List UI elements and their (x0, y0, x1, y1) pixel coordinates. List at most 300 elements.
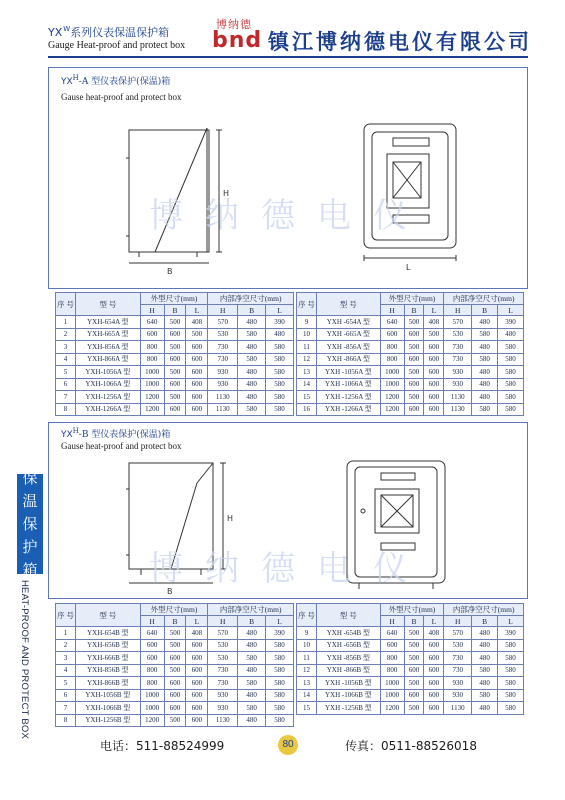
table-cell: 640 (380, 316, 404, 329)
table-row (56, 639, 294, 652)
header-dim-col: B (472, 616, 498, 627)
table-row (56, 391, 294, 404)
table-cell: 800 (380, 353, 404, 366)
table-cell: 5 (56, 677, 76, 690)
table-cell: 1000 (380, 689, 404, 702)
logo-brand-text: bnd (212, 28, 263, 53)
section-a-panel (48, 67, 528, 289)
table-cell: 600 (164, 328, 186, 341)
table-cell: 1130 (444, 702, 472, 715)
table-cell: YXH -1056A 型 (316, 366, 380, 379)
table-cell: 390 (266, 627, 294, 640)
header-outer: 外型尺寸(mm) (140, 293, 208, 305)
table-cell: YXH-1066B 型 (75, 702, 140, 715)
table-cell: 600 (424, 664, 444, 677)
table-row (297, 702, 524, 715)
dim-label-h: H (223, 189, 230, 198)
table-cell: YXH-1256A 型 (75, 391, 140, 404)
table-cell: 1130 (208, 403, 238, 416)
header-inner: 内部净空尺寸(mm) (208, 604, 294, 616)
table-cell: 600 (186, 677, 208, 690)
header-dim-col: B (404, 616, 424, 627)
table-cell: 11 (297, 341, 317, 354)
table-cell: 580 (238, 702, 266, 715)
dim-label-h: H (227, 514, 234, 523)
table-cell: 12 (297, 664, 317, 677)
table-row (297, 366, 524, 379)
table-cell: 600 (424, 378, 444, 391)
table-cell: 570 (208, 316, 238, 329)
table-row (56, 403, 294, 416)
table-cell: 730 (444, 652, 472, 665)
table-cell: 730 (208, 677, 238, 690)
table-cell: 600 (164, 378, 186, 391)
table-cell: 600 (424, 702, 444, 715)
table-cell: 13 (297, 677, 317, 690)
header-model: 型 号 (75, 293, 140, 316)
table-cell: YXH-856A 型 (75, 341, 140, 354)
table-cell: 580 (472, 328, 498, 341)
table-cell: 600 (424, 366, 444, 379)
table-cell: 800 (140, 353, 164, 366)
footer-fax: 传真：0511-88526018 (345, 739, 477, 753)
table-cell: 530 (208, 652, 238, 665)
table-cell: 480 (472, 378, 498, 391)
table-cell: 500 (164, 366, 186, 379)
logo-top-text: 博纳德 (216, 18, 252, 31)
table-cell: 480 (238, 316, 266, 329)
table-cell: 480 (472, 677, 498, 690)
table-cell: YXH -866A 型 (316, 353, 380, 366)
table-cell: 640 (140, 627, 164, 640)
table-row (297, 328, 524, 341)
header-divider (48, 56, 528, 58)
table-cell: 580 (266, 664, 294, 677)
table-cell: 580 (266, 403, 294, 416)
table-a-right (296, 292, 524, 416)
table-cell: YXH-1066A 型 (75, 378, 140, 391)
header-seq: 序 号 (56, 293, 76, 316)
table-cell: 580 (266, 391, 294, 404)
table-cell: 500 (404, 652, 424, 665)
table-cell: 580 (266, 689, 294, 702)
table-cell: 570 (444, 627, 472, 640)
table-row (297, 627, 524, 640)
table-cell: 580 (498, 639, 524, 652)
table-cell: 500 (404, 627, 424, 640)
table-cell: 530 (444, 639, 472, 652)
table-cell: 600 (186, 391, 208, 404)
table-cell: 500 (404, 639, 424, 652)
table-cell: 390 (498, 627, 524, 640)
table-cell: 530 (444, 328, 472, 341)
table-cell: YXH-665A 型 (75, 328, 140, 341)
table-cell: 580 (238, 652, 266, 665)
table-cell: 500 (404, 677, 424, 690)
table-cell: 580 (498, 689, 524, 702)
header-outer: 外型尺寸(mm) (140, 604, 208, 616)
table-cell: 730 (208, 353, 238, 366)
header-outer: 外型尺寸(mm) (380, 604, 444, 616)
table-cell: 1200 (380, 702, 404, 715)
table-cell: 11 (297, 652, 317, 665)
header-dim-col: B (164, 616, 186, 627)
table-cell: 500 (164, 391, 186, 404)
header-dim-col: H (140, 616, 164, 627)
table-cell: YXH -654A 型 (316, 316, 380, 329)
table-cell: 500 (404, 316, 424, 329)
table-row (56, 652, 294, 665)
table-cell: 480 (472, 341, 498, 354)
table-cell: 600 (186, 639, 208, 652)
table-cell: 408 (186, 627, 208, 640)
header-inner: 内部净空尺寸(mm) (444, 293, 524, 305)
table-cell: 600 (404, 403, 424, 416)
table-cell: 580 (498, 378, 524, 391)
table-cell: 1130 (208, 391, 238, 404)
table-row (297, 677, 524, 690)
table-cell: YXH -1256B 型 (316, 702, 380, 715)
table-cell: 600 (424, 391, 444, 404)
page-number-badge: 80 (278, 735, 298, 755)
table-cell: 530 (208, 328, 238, 341)
table-cell: 1130 (444, 391, 472, 404)
table-cell: YXH-866B 型 (75, 677, 140, 690)
table-cell: 800 (140, 341, 164, 354)
table-row (297, 353, 524, 366)
table-cell: 600 (186, 366, 208, 379)
table-cell: 580 (472, 353, 498, 366)
table-cell: 3 (56, 652, 76, 665)
table-cell: YXH-666B 型 (75, 652, 140, 665)
table-cell: 580 (266, 341, 294, 354)
table-cell: 1 (56, 627, 76, 640)
table-cell: 6 (56, 378, 76, 391)
table-cell: 600 (424, 403, 444, 416)
table-cell: YXH-856B 型 (75, 664, 140, 677)
table-cell: 580 (266, 366, 294, 379)
table-cell: 500 (164, 639, 186, 652)
table-cell: 14 (297, 378, 317, 391)
dim-label-b: B (167, 267, 173, 276)
table-cell: 1000 (140, 366, 164, 379)
table-cell: 408 (186, 316, 208, 329)
side-tab-char: 保 (22, 468, 38, 487)
side-tab-char: 护 (22, 537, 38, 556)
header-dim-col: L (424, 616, 444, 627)
header-dim-col: L (186, 616, 208, 627)
table-cell: 4 (56, 353, 76, 366)
header-dim-col: L (424, 305, 444, 316)
table-cell: 500 (164, 316, 186, 329)
table-cell: 10 (297, 328, 317, 341)
table-cell: YXH -1066A 型 (316, 378, 380, 391)
table-cell: YXH-654A 型 (75, 316, 140, 329)
side-tab-char: 保 (22, 514, 38, 533)
table-b-left (55, 603, 294, 727)
header-dim-col: L (266, 305, 294, 316)
table-cell: 500 (404, 366, 424, 379)
table-cell: 500 (164, 714, 186, 727)
table-cell: 480 (266, 328, 294, 341)
table-cell: 930 (208, 378, 238, 391)
table-row (56, 366, 294, 379)
table-cell: 16 (297, 403, 317, 416)
table-cell: 390 (498, 316, 524, 329)
table-cell: 600 (424, 353, 444, 366)
table-cell: 730 (444, 664, 472, 677)
table-cell: 1000 (380, 677, 404, 690)
table-cell: 500 (186, 328, 208, 341)
header-seq: 序 号 (297, 604, 317, 627)
table-cell: 1 (56, 316, 76, 329)
table-cell: 1130 (444, 403, 472, 416)
table-cell: 2 (56, 328, 76, 341)
table-cell: YXH-1266A 型 (75, 403, 140, 416)
table-cell: 7 (56, 391, 76, 404)
table-row (297, 689, 524, 702)
table-cell: 5 (56, 366, 76, 379)
table-row (56, 714, 294, 727)
table-cell: YXH -654B 型 (316, 627, 380, 640)
table-cell: 480 (472, 652, 498, 665)
header-dim-col: H (380, 305, 404, 316)
table-row (56, 328, 294, 341)
footer-phone: 电话：511-88524999 (100, 739, 225, 753)
header-dim-col: H (380, 616, 404, 627)
header-dim-col: L (498, 305, 524, 316)
table-cell: 2 (56, 639, 76, 652)
table-cell: 1200 (380, 391, 404, 404)
table-cell: 600 (186, 664, 208, 677)
table-cell: 600 (404, 328, 424, 341)
table-cell: 3 (56, 341, 76, 354)
table-cell: 480 (238, 391, 266, 404)
header-model: 型 号 (316, 293, 380, 316)
table-cell: 480 (238, 664, 266, 677)
table-row (56, 341, 294, 354)
table-cell: 730 (208, 664, 238, 677)
section-a-title: $YX^H-A$ 型仪表保护(保温)箱 (61, 74, 171, 87)
table-cell: 1000 (380, 378, 404, 391)
table-cell: 480 (472, 366, 498, 379)
table-cell: 580 (498, 391, 524, 404)
side-category-tab (17, 468, 43, 579)
table-cell: YXH-1056B 型 (75, 689, 140, 702)
table-cell: 570 (444, 316, 472, 329)
table-row (297, 391, 524, 404)
header-dim-col: B (238, 616, 266, 627)
series-subtitle-en: Gauge Heat-proof and protect box (48, 40, 186, 51)
table-cell: 1130 (208, 714, 238, 727)
header-seq: 序 号 (56, 604, 76, 627)
table-cell: 500 (164, 664, 186, 677)
table-cell: 600 (424, 652, 444, 665)
table-cell: 580 (498, 366, 524, 379)
table-cell: 930 (208, 366, 238, 379)
table-cell: 600 (164, 403, 186, 416)
table-cell: 408 (424, 627, 444, 640)
table-cell: 480 (472, 627, 498, 640)
table-cell: 600 (164, 677, 186, 690)
table-cell: 640 (380, 627, 404, 640)
table-cell: 600 (186, 378, 208, 391)
table-cell: 480 (472, 639, 498, 652)
table-cell: 600 (186, 652, 208, 665)
table-cell: 530 (208, 639, 238, 652)
table-cell: 9 (297, 627, 317, 640)
company-logo (212, 16, 268, 56)
table-cell: 480 (472, 702, 498, 715)
table-row (297, 316, 524, 329)
table-cell: 7 (56, 702, 76, 715)
table-cell: 600 (186, 689, 208, 702)
header-inner: 内部净空尺寸(mm) (444, 604, 524, 616)
table-cell: 600 (186, 341, 208, 354)
table-cell: 600 (424, 639, 444, 652)
table-cell: YXH -856A 型 (316, 341, 380, 354)
table-cell: YXH-1256B 型 (75, 714, 140, 727)
table-cell: YXH -1066B 型 (316, 689, 380, 702)
table-cell: 1200 (140, 391, 164, 404)
table-cell: 480 (238, 689, 266, 702)
table-cell: 6 (56, 689, 76, 702)
table-cell: 600 (424, 677, 444, 690)
table-cell: YXH-654B 型 (75, 627, 140, 640)
table-cell: YXH -665A 型 (316, 328, 380, 341)
table-cell: 500 (404, 391, 424, 404)
watermark-a: 博纳德电仪 (149, 196, 429, 236)
table-cell: 580 (266, 702, 294, 715)
table-cell: 800 (140, 677, 164, 690)
table-cell: YXH -866B 型 (316, 664, 380, 677)
table-cell: 800 (140, 664, 164, 677)
table-row (297, 403, 524, 416)
header-inner: 内部净空尺寸(mm) (208, 293, 294, 305)
table-cell: 1000 (140, 378, 164, 391)
table-cell: YXH-866A 型 (75, 353, 140, 366)
table-cell: 580 (498, 341, 524, 354)
table-cell: 390 (266, 316, 294, 329)
header-dim-col: H (208, 305, 238, 316)
table-cell: 8 (56, 403, 76, 416)
table-cell: 600 (404, 664, 424, 677)
table-cell: YXH -1256A 型 (316, 391, 380, 404)
side-tab-char: 箱 (22, 560, 38, 579)
table-cell: YXH -856B 型 (316, 652, 380, 665)
table-cell: 600 (404, 353, 424, 366)
header-dim-col: H (444, 305, 472, 316)
header-dim-col: B (238, 305, 266, 316)
table-cell: 580 (266, 639, 294, 652)
table-cell: 800 (380, 341, 404, 354)
table-row (56, 689, 294, 702)
table-cell: 580 (266, 714, 294, 727)
table-row (297, 664, 524, 677)
header-dim-col: H (140, 305, 164, 316)
watermark-b: 博纳德电仪 (149, 549, 429, 589)
table-a-left (55, 292, 294, 416)
table-cell: 480 (472, 316, 498, 329)
table-cell: YXH-1056A 型 (75, 366, 140, 379)
table-cell: 730 (444, 341, 472, 354)
table-cell: 600 (186, 702, 208, 715)
table-cell: 1000 (140, 689, 164, 702)
table-cell: 600 (164, 689, 186, 702)
table-cell: 930 (444, 677, 472, 690)
table-cell: 600 (186, 714, 208, 727)
table-cell: 800 (380, 652, 404, 665)
table-cell: 730 (208, 341, 238, 354)
table-cell: 600 (164, 702, 186, 715)
table-row (56, 627, 294, 640)
table-cell: 8 (56, 714, 76, 727)
table-cell: 9 (297, 316, 317, 329)
table-cell: 800 (380, 664, 404, 677)
table-cell: YXH -656B 型 (316, 639, 380, 652)
table-cell: 500 (404, 341, 424, 354)
table-cell: 730 (444, 353, 472, 366)
section-b-panel (48, 422, 528, 599)
table-row (56, 677, 294, 690)
table-cell: YXH -1056B 型 (316, 677, 380, 690)
table-row (297, 652, 524, 665)
table-cell: 600 (140, 328, 164, 341)
table-cell: 1200 (140, 403, 164, 416)
table-row (56, 378, 294, 391)
table-cell: 1000 (140, 702, 164, 715)
table-cell: 500 (424, 328, 444, 341)
table-cell: 500 (164, 627, 186, 640)
table-cell: 600 (186, 353, 208, 366)
table-cell: 408 (424, 316, 444, 329)
header-dim-col: L (498, 616, 524, 627)
table-cell: 480 (238, 341, 266, 354)
table-cell: 500 (164, 341, 186, 354)
table-cell: 580 (238, 353, 266, 366)
table-cell: 480 (238, 627, 266, 640)
table-cell: 930 (444, 366, 472, 379)
table-row (297, 378, 524, 391)
table-cell: 4 (56, 664, 76, 677)
header-dim-col: B (164, 305, 186, 316)
table-row (56, 664, 294, 677)
table-cell: 930 (208, 702, 238, 715)
table-cell: 1000 (380, 366, 404, 379)
table-cell: 600 (404, 378, 424, 391)
table-cell: 580 (498, 664, 524, 677)
table-cell: 580 (498, 652, 524, 665)
table-cell: 580 (498, 403, 524, 416)
section-a-subtitle-en: Gause heat-proof and protect box (61, 92, 182, 102)
header-dim-col: H (208, 616, 238, 627)
table-cell: 480 (498, 328, 524, 341)
table-cell: 480 (238, 366, 266, 379)
table-cell: YXH-656B 型 (75, 639, 140, 652)
table-cell: 580 (498, 353, 524, 366)
table-cell: 480 (238, 639, 266, 652)
table-row (56, 702, 294, 715)
table-cell: 15 (297, 391, 317, 404)
table-row (56, 353, 294, 366)
table-cell: 600 (186, 403, 208, 416)
table-cell: 580 (238, 328, 266, 341)
series-title: $YX^W$系列仪表保温保护箱 (48, 25, 170, 39)
table-cell: 600 (164, 652, 186, 665)
header-seq: 序 号 (297, 293, 317, 316)
table-cell: 570 (208, 627, 238, 640)
table-cell: 930 (444, 689, 472, 702)
